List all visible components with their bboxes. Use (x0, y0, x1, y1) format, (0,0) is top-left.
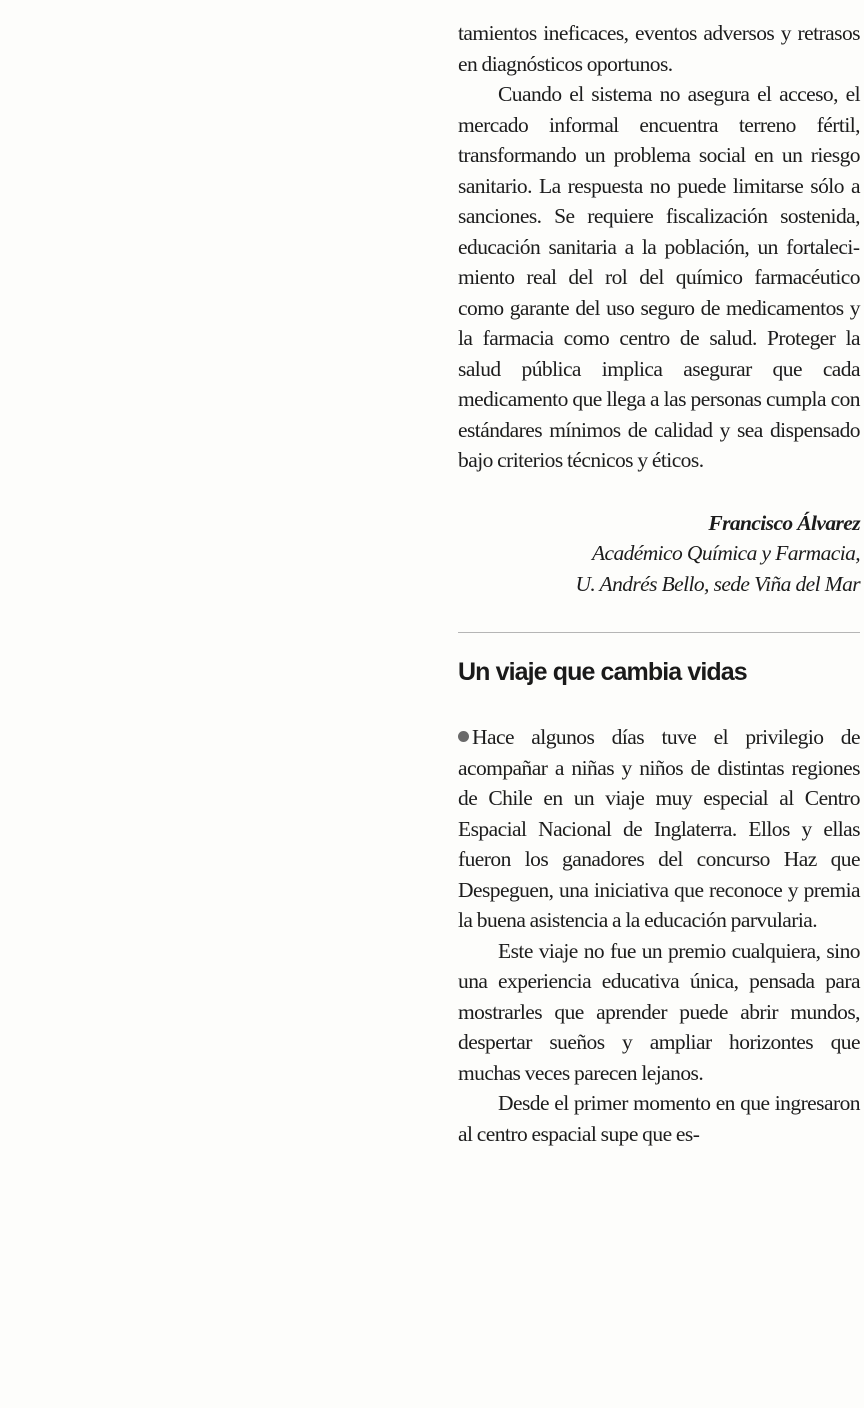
author-signature (458, 508, 860, 600)
paragraph: Cuando el sistema no asegura el acceso, el mercado informal encuentra terreno fértil, transformando un problema social en un riesgo sanitario. La respuesta no puede limitarse sólo a sanciones. Se requiere fiscalización sostenida, educación sanitaria a la población, un fortalecimiento real del rol del químico farmacéutico como garante del uso seguro de medicamentos y la farmacia como centro de salud. Proteger la salud pública implica asegurar que cada medicamento que llega a las personas cumpla con estándares mínimos de calidad y sea dispensado bajo criterios técnicos y éticos. (458, 82, 860, 472)
letter-headline: Un viaje que cambia vidas (458, 658, 747, 686)
author-title: Académico Química y Farmacia, (592, 541, 860, 565)
paragraph: tamientos ineficaces, eventos adversos y retrasos en diagnósticos oportunos. (458, 21, 860, 76)
author-institution: U. Andrés Bello, sede Viña del Mar (575, 571, 860, 596)
bullet-icon (458, 731, 469, 742)
paragraph: Desde el primer momento en que ingresaron al centro espacial supe que es- (458, 1091, 860, 1146)
paragraph (458, 722, 860, 936)
article-column (458, 18, 860, 1149)
author-name: Francisco Álvarez (708, 510, 860, 535)
paragraph: Este viaje no fue un premio cualquiera, sino una experiencia educativa única, pensada para mostrarles que aprender puede abrir mundos, despertar sueños y ampliar horizontes que muchas veces parecen lejanos. (458, 938, 860, 1085)
paragraph-text: Hace algunos días tuve el privilegio de acompañar a niñas y niños de distintas regiones de Chile en un viaje muy especial al Centro Espacial Nacional de Inglaterra. Ellos y ellas fueron los ganadores del concurso Haz que Despeguen, una iniciativa que reconoce y premia la buena asistencia a la educación parvularia. (458, 725, 860, 932)
section-divider (458, 632, 860, 633)
letter-medicamentos (458, 18, 860, 599)
letter-viaje (458, 655, 860, 1149)
